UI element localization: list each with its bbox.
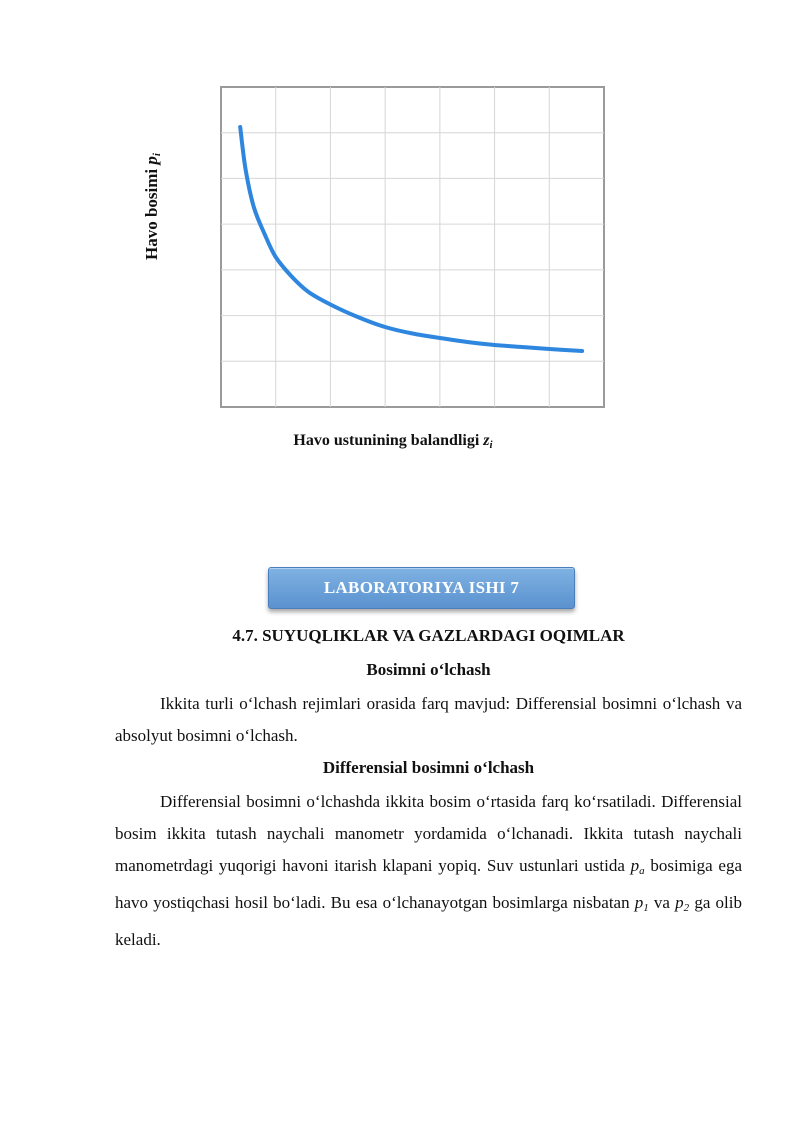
paragraph-text: Differensial bosimni o‘lchashda ikkita bosim o‘rtasida farq ko‘rsatiladi. Differensial bosim ikkita tutash naychali manometr yordamida o‘lchanadi. Ikkita tutash naychali manometrdagi yuqorigi havoni itarish klapani yopiq. Suv ustunlari ustida: [115, 792, 742, 875]
section-title: 4.7. SUYUQLIKLAR VA GAZLARDAGI OQIMLAR: [232, 626, 625, 645]
subsection-heading-pressure-measurement: Bosimni o‘lchash: [366, 660, 491, 679]
subsection-heading-differential-pressure: Differensial bosimni o‘lchash: [322, 758, 535, 777]
paragraph-text: ga olib keladi.: [115, 893, 742, 949]
x-axis-label-symbol: z: [483, 432, 490, 449]
p1-subscript: 1: [643, 902, 649, 914]
p1-symbol: p: [634, 893, 644, 912]
pa-symbol: p: [630, 856, 640, 875]
p2-symbol: p: [675, 893, 684, 912]
paragraph-differential-pressure: [115, 786, 742, 956]
x-axis-label-sub: i: [489, 439, 493, 451]
y-axis-label-sub: i: [151, 153, 163, 157]
plot-frame: [221, 87, 604, 407]
chart: [120, 70, 640, 470]
pa-subscript: a: [639, 865, 645, 877]
y-axis-label-text: Havo bosimi: [142, 164, 161, 260]
x-axis-label: [0, 432, 786, 451]
chart-svg: [120, 70, 640, 470]
lab-work-banner: LABORATORIYA ISHI 7: [268, 567, 575, 609]
y-axis-label: [142, 153, 163, 260]
x-axis-label-text: Havo ustunining balandligi: [293, 432, 484, 449]
paragraph-text: va: [648, 893, 676, 912]
y-axis-label-symbol: p: [142, 156, 161, 165]
paragraph-measurement-modes: Ikkita turli o‘lchash rejimlari orasida farq mavjud: Differensial bosimni o‘lchash va absolyut bosimni o‘lchash.: [115, 694, 742, 745]
p2-subscript: 2: [683, 902, 690, 914]
paragraph-text: bosimiga ega havo yostiqchasi hosil bo‘ladi. Bu esa o‘lchanayotgan bosimlarga nisbatan: [115, 856, 743, 912]
